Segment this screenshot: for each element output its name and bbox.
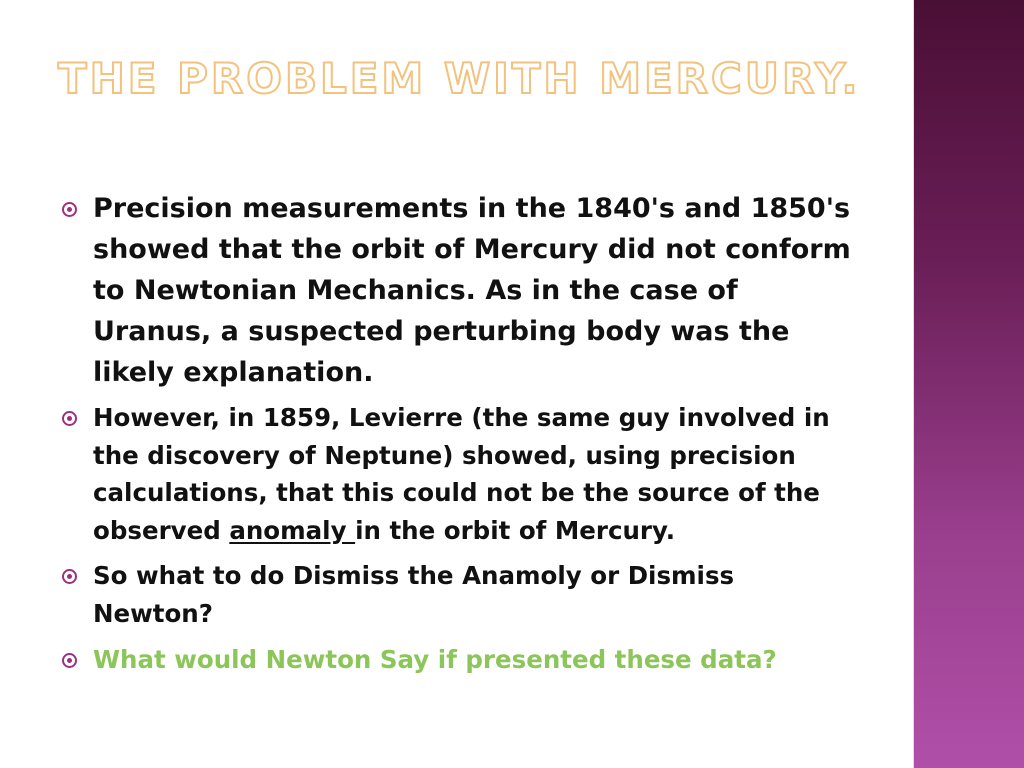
bullet-ring-icon (62, 653, 77, 668)
bullet-ring-icon (62, 202, 77, 217)
bullet-list (62, 188, 852, 688)
bullet-ring-icon (62, 411, 77, 426)
bullet-text-2-after: in the orbit of Mercury. (355, 515, 676, 545)
bullet-text-2-before: However, in 1859, Levierre (the same guy involved in the discovery of Neptune) showed, using precision calculations, that this could not be the source of the observed (93, 403, 830, 545)
bullet-text-1: Precision measurements in the 1840's and 1850's showed that the orbit of Mercury did not conform to Newtonian Mechanics. As in the case of Uranus, a suspected perturbing body was the likely explanation. (93, 193, 851, 388)
bullet-ring-icon (62, 569, 77, 584)
bullet-item-4 (62, 641, 852, 679)
bullet-text-4: What would Newton Say if presented these data? (93, 645, 777, 674)
decorative-side-band (913, 0, 1024, 768)
bullet-item-1 (62, 188, 852, 393)
bullet-item-3 (62, 557, 852, 632)
bullet-text-3: So what to do Dismiss the Anamoly or Dismiss Newton? (93, 561, 735, 628)
slide-title: THE PROBLEM WITH MERCURY. (58, 54, 861, 103)
bullet-item-2 (62, 399, 852, 549)
anomaly-underlined-text: anomaly (229, 515, 356, 545)
